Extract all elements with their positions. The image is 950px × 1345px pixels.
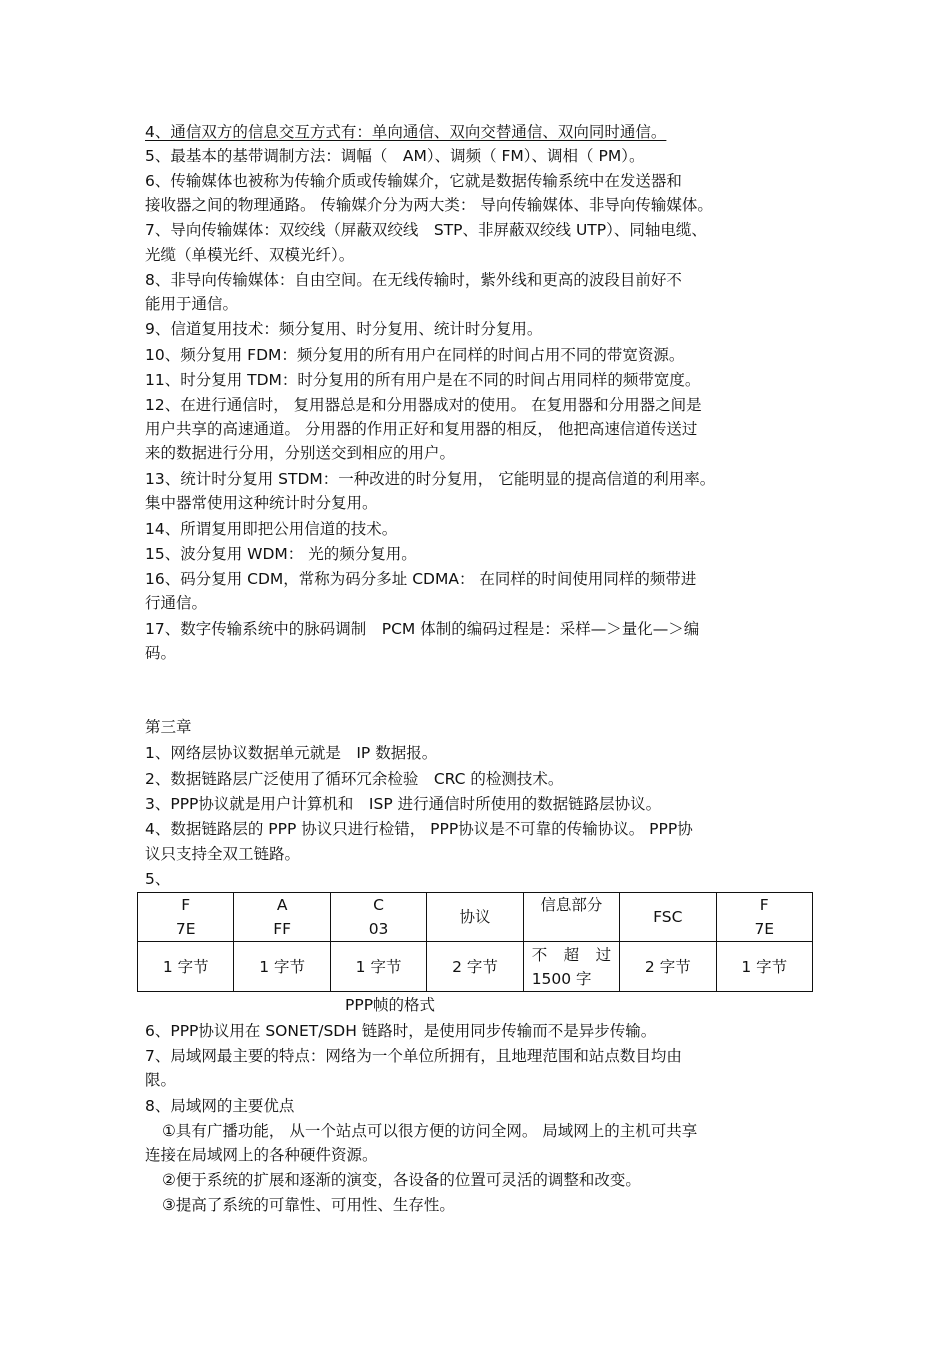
item-8-line-2: 能用于通信。 (145, 295, 239, 313)
item-12-line-3: 来的数据进行分用，分别送交到相应的用户。 (145, 444, 456, 462)
ch3-item-3: 3、PPP协议就是用户计算机和 ISP 进行通信时所使用的数据链路层协议。 (145, 795, 662, 813)
ch3-item-7-line-2: 限。 (145, 1071, 177, 1089)
ppp-frame-table (137, 892, 813, 992)
item-5-modulation: 5、最基本的基带调制方法：调幅（ AM）、调频（ FM）、调相（ PM）。 (145, 147, 645, 165)
ch3-item-5: 5、 (145, 870, 171, 888)
chapter-title: 第三章 (145, 718, 192, 736)
cell-flag-end: F 7E (716, 893, 812, 942)
item-4-interaction-modes: 4、通信双方的信息交互方式有：单向通信、双向交替通信、双向同时通信。 (145, 123, 667, 141)
item-17-line-2: 码。 (145, 644, 177, 662)
item-16-line-2: 行通信。 (145, 594, 208, 612)
item-11: 11、时分复用 TDM：时分复用的所有用户是在不同的时间占用同样的频带宽度。 (145, 371, 701, 389)
ch3-item-8: 8、局域网的主要优点 (145, 1097, 295, 1115)
size-flag-end: 1 字节 (716, 942, 812, 992)
cell-protocol: 协议 (427, 893, 523, 942)
ch3-item-6: 6、PPP协议用在 SONET/SDH 链路时，是使用同步传输而不是异步传输。 (145, 1022, 657, 1040)
item-12-line-2: 用户共享的高速通道。 分用器的作用正好和复用器的相反， 他把高速信道传送过 (145, 420, 698, 438)
ch3-item-4-line-2: 议只支持全双工链路。 (145, 845, 301, 863)
item-16-line-1: 16、码分复用 CDM，常称为码分多址 CDMA： 在同样的时间使用同样的频带进 (145, 570, 697, 588)
cell-flag-start: F 7E (138, 893, 234, 942)
item-15: 15、波分复用 WDM： 光的频分复用。 (145, 545, 417, 563)
item-13-line-2: 集中器常使用这种统计时分复用。 (145, 494, 378, 512)
size-fsc: 2 字节 (620, 942, 716, 992)
item-7-line-1: 7、导向传输媒体：双绞线（屏蔽双绞线 STP、非屏蔽双绞线 UTP）、同轴电缆、 (145, 221, 707, 239)
item-13-line-1: 13、统计时分复用 STDM：一种改进的时分复用， 它能明显的提高信道的利用率。 (145, 470, 716, 488)
table-row-sizes (138, 942, 813, 992)
size-flag-start: 1 字节 (138, 942, 234, 992)
advantage-1-line-2: 连接在局域网上的各种硬件资源。 (145, 1146, 378, 1164)
item-17-line-1: 17、数字传输系统中的脉码调制 PCM 体制的编码过程是：采样—＞量化—＞编 (145, 620, 700, 638)
item-8-line-1: 8、非导向传输媒体：自由空间。在无线传输时，紫外线和更高的波段目前好不 (145, 271, 682, 289)
size-address: 1 字节 (234, 942, 330, 992)
item-14: 14、所谓复用即把公用信道的技术。 (145, 520, 398, 538)
advantage-2: ②便于系统的扩展和逐渐的演变，各设备的位置可灵活的调整和改变。 (162, 1171, 641, 1189)
ch3-item-4-line-1: 4、数据链路层的 PPP 协议只进行检错， PPP协议是不可靠的传输协议。 PPP协 (145, 820, 693, 838)
cell-info: 信息部分 (523, 893, 619, 942)
item-7-line-2: 光缆（单模光纤、双模光纤）。 (145, 246, 355, 264)
table-row-fields (138, 893, 813, 942)
cell-fsc: FSC (620, 893, 716, 942)
cell-address: A FF (234, 893, 330, 942)
advantage-1-line-1: ①具有广播功能， 从一个站点可以很方便的访问全网。 局域网上的主机可共享 (162, 1122, 698, 1140)
advantage-3: ③提高了系统的可靠性、可用性、生存性。 (162, 1196, 455, 1214)
ch3-item-2: 2、数据链路层广泛使用了循环冗余检验 CRC 的检测技术。 (145, 770, 564, 788)
item-10: 10、频分复用 FDM：频分复用的所有用户在同样的时间占用不同的带宽资源。 (145, 346, 685, 364)
item-9: 9、信道复用技术：频分复用、时分复用、统计时分复用。 (145, 320, 543, 338)
size-info: 不 超 过 1500 字 (523, 942, 619, 992)
ch3-item-1: 1、网络层协议数据单元就是 IP 数据报。 (145, 744, 438, 762)
item-6-line-2: 接收器之间的物理通路。 传输媒介分为两大类： 导向传输媒体、非导向传输媒体。 (145, 196, 713, 214)
item-12-line-1: 12、在进行通信时， 复用器总是和分用器成对的使用。 在复用器和分用器之间是 (145, 396, 702, 414)
table-caption: PPP帧的格式 (345, 996, 436, 1014)
cell-control: C 03 (330, 893, 426, 942)
ch3-item-7-line-1: 7、局域网最主要的特点：网络为一个单位所拥有，且地理范围和站点数目均由 (145, 1047, 682, 1065)
item-6-line-1: 6、传输媒体也被称为传输介质或传输媒介，它就是数据传输系统中在发送器和 (145, 172, 682, 190)
size-protocol: 2 字节 (427, 942, 523, 992)
size-control: 1 字节 (330, 942, 426, 992)
